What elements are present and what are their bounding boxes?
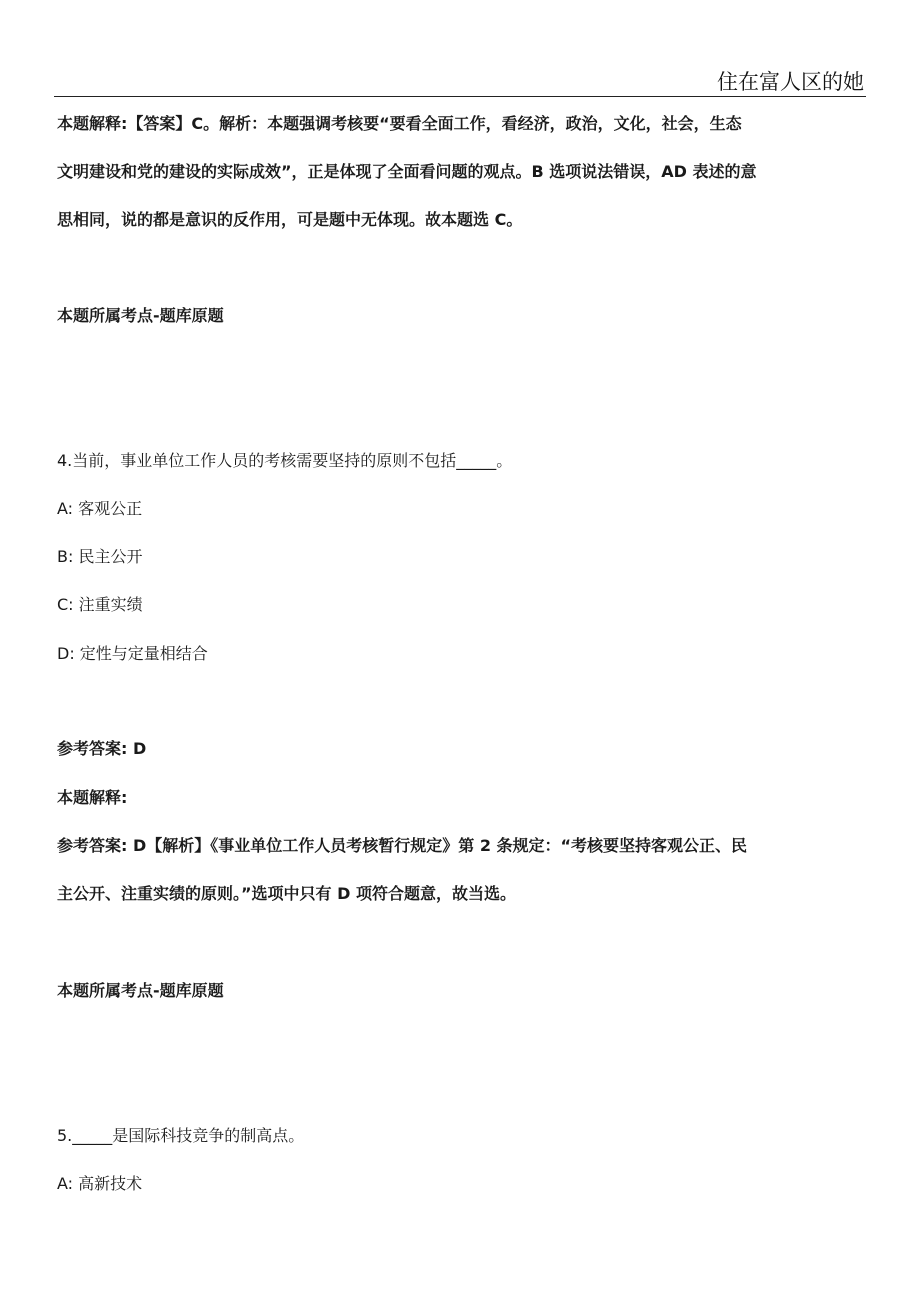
q4-option-d: D: 定性与定量相结合	[57, 644, 208, 663]
q4-answer: 参考答案: D	[57, 739, 147, 758]
q3-explanation-line: 文明建设和党的建设的实际成效”，正是体现了全面看问题的观点。B 选项说法错误，AD 表述的意	[57, 162, 757, 181]
q3-explanation-line: 思相同，说的都是意识的反作用，可是题中无体现。故本题选 C。	[57, 210, 523, 229]
q4-stem: 4.当前，事业单位工作人员的考核需要坚持的原则不包括_____。	[57, 451, 513, 470]
q4-explanation-heading: 本题解释:	[57, 788, 128, 807]
header-title: 住在富人区的她	[717, 70, 864, 94]
q3-explanation-line: 本题解释:【答案】C。解析：本题强调考核要“要看全面工作，看经济，政治，文化，社会，生态	[57, 114, 742, 133]
q3-explanation	[57, 100, 863, 244]
q4-category: 本题所属考点-题库原题	[57, 981, 224, 1000]
q4-explanation-line: 主公开、注重实绩的原则。”选项中只有 D 项符合题意，故当选。	[57, 884, 516, 903]
q4-option-c: C: 注重实绩	[57, 595, 143, 614]
q4-option-a: A: 客观公正	[57, 499, 143, 518]
q4-explanation	[57, 822, 863, 918]
q3-category: 本题所属考点-题库原题	[57, 306, 224, 325]
q4-explanation-line: 参考答案: D【解析】《事业单位工作人员考核暂行规定》第 2 条规定：“考核要坚持客观公正、民	[57, 836, 748, 855]
header-divider	[54, 96, 866, 97]
q5-option-a: A: 高新技术	[57, 1174, 143, 1193]
q5-stem: 5._____是国际科技竞争的制高点。	[57, 1126, 305, 1145]
q4-option-b: B: 民主公开	[57, 547, 143, 566]
